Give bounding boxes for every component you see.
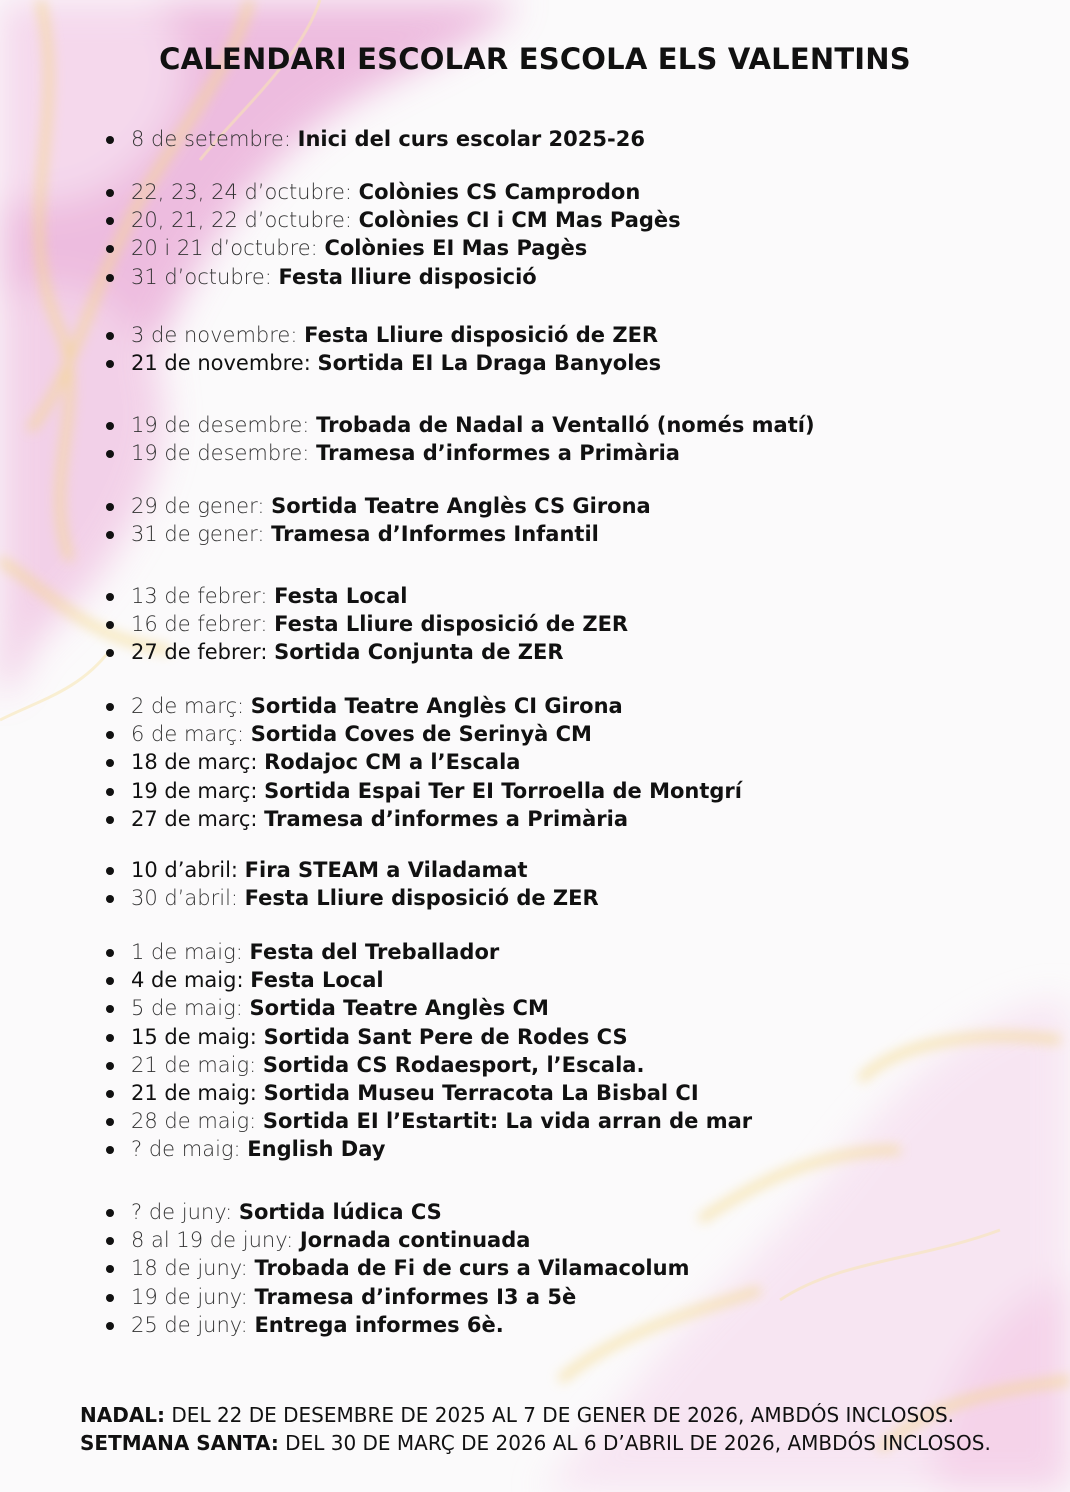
calendar-item-event: Jornada continuada	[299, 1228, 531, 1253]
calendar-item	[106, 1283, 689, 1311]
bullet-icon	[106, 895, 114, 903]
calendar-item-event: Sortida EI La Draga Banyoles	[317, 351, 662, 376]
calendar-item	[106, 178, 681, 206]
calendar-item	[106, 777, 742, 805]
calendar-item-date: 22, 23, 24 d’octubre:	[131, 180, 352, 204]
calendar-item-date: 19 de juny:	[131, 1284, 248, 1309]
calendar-item-date: 30 d’abril:	[131, 886, 238, 911]
calendar-item-date: 8 de setembre:	[131, 127, 291, 151]
bullet-icon	[106, 593, 114, 601]
calendar-item	[106, 610, 628, 638]
calendar-item	[106, 1023, 752, 1051]
calendar-item-event: Sortida Teatre Anglès CI Girona	[250, 694, 623, 718]
calendar-item-event: Sortida Museu Terracota La Bisbal CI	[263, 1081, 699, 1106]
calendar-item	[106, 805, 742, 833]
bullet-icon	[106, 649, 114, 657]
bullet-icon	[106, 422, 114, 430]
bullet-icon	[106, 503, 114, 511]
calendar-group	[106, 692, 742, 833]
calendar-item-date: 18 de març:	[131, 750, 258, 775]
calendar-item-event: Tramesa d’informes a Primària	[316, 441, 680, 466]
calendar-item-event: Sortida lúdica CS	[238, 1200, 442, 1224]
bullet-icon	[106, 731, 114, 739]
calendar-item	[106, 520, 651, 548]
calendar-item-event: English Day	[247, 1137, 386, 1162]
bullet-icon	[106, 788, 114, 796]
calendar-item	[106, 349, 661, 377]
calendar-item-date: ? de maig:	[131, 1137, 241, 1162]
calendar-item-date: 31 de gener:	[131, 522, 265, 547]
calendar-item-event: Fira STEAM a Viladamat	[244, 858, 528, 882]
calendar-item-event: Inici del curs escolar 2025-26	[297, 127, 645, 151]
calendar-item-event: Festa del Treballador	[249, 940, 500, 964]
calendar-item	[106, 748, 742, 776]
calendar-item-date: 20, 21, 22 d’octubre:	[131, 208, 352, 233]
calendar-item-date: 27 de febrer:	[131, 640, 268, 665]
bullet-icon	[106, 189, 114, 197]
calendar-item-event: Sortida Coves de Serinyà CM	[250, 722, 592, 747]
calendar-item-event: Sortida EI l’Estartit: La vida arran de mar	[262, 1109, 753, 1134]
bullet-icon	[106, 360, 114, 368]
calendar-item	[106, 938, 752, 966]
bullet-icon	[106, 1062, 114, 1070]
calendar-item-date: 28 de maig:	[131, 1109, 257, 1134]
calendar-item-event: Tramesa d’informes I3 a 5è	[254, 1284, 577, 1309]
bullet-icon	[106, 1146, 114, 1154]
calendar-group	[106, 321, 661, 377]
page-title: CALENDARI ESCOLAR ESCOLA ELS VALENTINS	[159, 42, 911, 76]
bullet-icon	[106, 977, 114, 985]
bullet-icon	[106, 949, 114, 957]
calendar-group	[106, 1198, 689, 1339]
calendar-group	[106, 178, 681, 291]
calendar-item-event: Entrega informes 6è.	[254, 1312, 504, 1337]
footer-line-setmana-santa	[80, 1429, 991, 1457]
calendar-item-date: 3 de novembre:	[131, 323, 298, 347]
calendar-item	[106, 1226, 689, 1254]
bullet-icon	[106, 1005, 114, 1013]
calendar-item	[106, 582, 628, 610]
calendar-item	[106, 1107, 752, 1135]
calendar-item-event: Tramesa d’Informes Infantil	[271, 522, 599, 547]
bullet-icon	[106, 1209, 114, 1217]
bullet-icon	[106, 332, 114, 340]
calendar-item-date: 19 de desembre:	[131, 413, 310, 437]
calendar-group	[106, 938, 752, 1164]
bullet-icon	[106, 703, 114, 711]
calendar-item-date: 16 de febrer:	[131, 612, 268, 637]
calendar-item-event: Sortida Teatre Anglès CM	[249, 996, 549, 1021]
bullet-icon	[106, 217, 114, 225]
calendar-item-event: Festa Lliure disposició de ZER	[274, 612, 629, 637]
footer-text: DEL 30 DE MARÇ DE 2026 AL 6 D’ABRIL DE 2026, AMBDÓS INCLOSOS.	[278, 1431, 991, 1455]
calendar-item-date: 21 de novembre:	[131, 351, 311, 376]
calendar-item-date: 19 de desembre:	[131, 441, 310, 466]
calendar-group	[106, 856, 599, 912]
calendar-item-event: Festa Lliure disposició de ZER	[304, 323, 659, 347]
bullet-icon	[106, 245, 114, 253]
calendar-item-date: 15 de maig:	[131, 1024, 257, 1049]
bullet-icon	[106, 1090, 114, 1098]
calendar-group	[106, 411, 815, 467]
calendar-item-date: 25 de juny:	[131, 1312, 248, 1337]
calendar-item-event: Colònies CS Camprodon	[358, 180, 641, 204]
calendar-item-date: 18 de juny:	[131, 1256, 248, 1281]
bullet-icon	[106, 450, 114, 458]
calendar-item	[106, 638, 628, 666]
calendar-item-date: 20 i 21 d’octubre:	[131, 236, 318, 261]
calendar-item	[106, 1311, 689, 1339]
calendar-item-date: 5 de maig:	[131, 996, 243, 1021]
bullet-icon	[106, 531, 114, 539]
calendar-item	[106, 492, 651, 520]
bullet-icon	[106, 136, 114, 144]
calendar-item-event: Tramesa d’informes a Primària	[264, 806, 629, 831]
calendar-item	[106, 1198, 689, 1226]
calendar-item-event: Rodajoc CM a l’Escala	[264, 750, 521, 775]
calendar-item	[106, 720, 742, 748]
calendar-item-event: Sortida Espai Ter EI Torroella de Montgrí	[264, 778, 742, 803]
calendar-item	[106, 994, 752, 1022]
bullet-icon	[106, 274, 114, 282]
calendar-item	[106, 263, 681, 291]
calendar-group	[106, 492, 651, 548]
bullet-icon	[106, 867, 114, 875]
calendar-item-date: 6 de març:	[131, 722, 245, 747]
calendar-item-date: 8 al 19 de juny:	[131, 1228, 294, 1253]
bullet-icon	[106, 621, 114, 629]
calendar-item-date: 21 de maig:	[131, 1081, 257, 1106]
calendar-item-date: 19 de març:	[131, 778, 258, 803]
bullet-icon	[106, 759, 114, 767]
holidays-footer	[80, 1401, 991, 1457]
bullet-icon	[106, 1294, 114, 1302]
footer-label: SETMANA SANTA:	[80, 1431, 279, 1455]
calendar-item-date: 21 de maig:	[131, 1052, 257, 1077]
calendar-item-event: Sortida Teatre Anglès CS Girona	[271, 494, 651, 518]
calendar-item-event: Sortida Conjunta de ZER	[274, 640, 564, 665]
calendar-item	[106, 692, 742, 720]
calendar-item-event: Trobada de Fi de curs a Vilamacolum	[254, 1256, 690, 1281]
calendar-item	[106, 1254, 689, 1282]
calendar-item	[106, 206, 681, 234]
footer-line-nadal	[80, 1401, 991, 1429]
calendar-item-event: Colònies CI i CM Mas Pagès	[358, 208, 681, 233]
calendar-item-date: 4 de maig:	[131, 968, 244, 993]
calendar-item	[106, 1079, 752, 1107]
bullet-icon	[106, 1034, 114, 1042]
calendar-item	[106, 884, 599, 912]
calendar-group	[106, 125, 645, 153]
calendar-item	[106, 234, 681, 262]
footer-label: NADAL:	[80, 1403, 166, 1427]
calendar-item-event: Sortida Sant Pere de Rodes CS	[263, 1024, 628, 1049]
calendar-item	[106, 321, 661, 349]
calendar-item-event: Festa Local	[274, 584, 408, 608]
calendar-group	[106, 582, 628, 667]
calendar-item-date: 2 de març:	[131, 694, 245, 718]
calendar-item-date: 29 de gener:	[131, 494, 265, 518]
bullet-icon	[106, 1322, 114, 1330]
calendar-item-date: 1 de maig:	[131, 940, 243, 964]
calendar-item	[106, 125, 645, 153]
calendar-item-event: Sortida CS Rodaesport, l’Escala.	[262, 1052, 645, 1077]
calendar-item-event: Festa Lliure disposició de ZER	[244, 886, 599, 911]
bullet-icon	[106, 1118, 114, 1126]
calendar-item-event: Colònies EI Mas Pagès	[324, 236, 588, 261]
footer-text: DEL 22 DE DESEMBRE DE 2025 AL 7 DE GENER DE 2026, AMBDÓS INCLOSOS.	[165, 1403, 955, 1427]
calendar-item-event: Trobada de Nadal a Ventalló (només matí)	[316, 413, 815, 437]
calendar-item	[106, 1135, 752, 1163]
bullet-icon	[106, 816, 114, 824]
calendar-item-date: ? de juny:	[131, 1200, 233, 1224]
calendar-item	[106, 439, 815, 467]
calendar-item	[106, 1051, 752, 1079]
calendar-item	[106, 856, 599, 884]
calendar-item-event: Festa lliure disposició	[278, 264, 537, 289]
bullet-icon	[106, 1237, 114, 1245]
calendar-item	[106, 411, 815, 439]
bullet-icon	[106, 1265, 114, 1273]
calendar-item-date: 27 de març:	[131, 806, 258, 831]
calendar-item-date: 10 d’abril:	[131, 858, 238, 882]
calendar-item-date: 31 d’octubre:	[131, 264, 272, 289]
calendar-item-event: Festa Local	[250, 968, 384, 993]
calendar-item	[106, 966, 752, 994]
calendar-item-date: 13 de febrer:	[131, 584, 268, 608]
